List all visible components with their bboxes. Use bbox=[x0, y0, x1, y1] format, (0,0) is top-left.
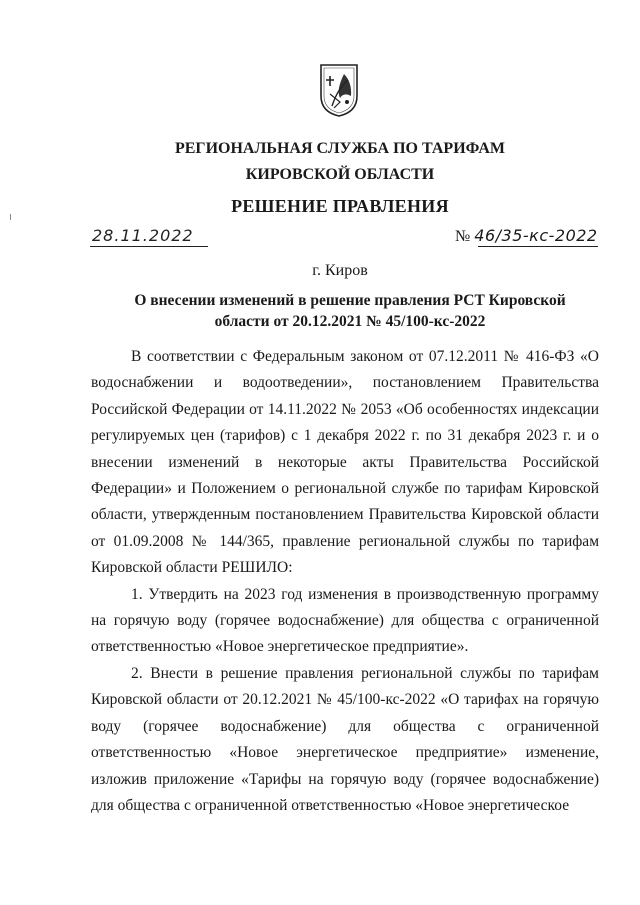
document-title: РЕШЕНИЕ ПРАВЛЕНИЯ bbox=[231, 196, 449, 216]
decision-date: 28.11.2022 bbox=[92, 226, 194, 245]
organization-name bbox=[0, 136, 640, 188]
organization-name-line1: РЕГИОНАЛЬНАЯ СЛУЖБА ПО ТАРИФАМ bbox=[174, 140, 506, 157]
document-body bbox=[91, 344, 599, 819]
decision-number bbox=[455, 226, 598, 246]
number-value: 46/35-кс-2022 bbox=[474, 226, 598, 245]
clause-1-paragraph: 1. Утвердить на 2023 год изменения в производственную программу на горячую воду (горячее водоснабжение) для общества с ограниченной ответственностью «Новое энергетическое предприятие». bbox=[91, 585, 599, 656]
preamble-paragraph: В соответствии с Федеральным законом от 07.12.2011 № 416-ФЗ «О водоснабжении и водоотведении», постановлением Правительства Российской Федерации от 14.11.2022 № 2053 «Об особенностях индексации регулируемых цен (тарифов) с 1 декабря 2022 г. по 31 декабря 2023 г. и о внесении изменений в некоторые акты Правительства Российской Федерации» и Положением о региональной службе по тарифам Кировской области, утвержденным постановлением Правительства Кировской области от 01.09.2008 № 144/365, правление региональной службы по тарифам Кировской области РЕШИЛО: bbox=[91, 348, 599, 577]
subject-line1: О внесении изменений в решение правления РСТ Кировской bbox=[134, 292, 566, 309]
date-underline bbox=[90, 246, 208, 247]
coat-of-arms-icon bbox=[318, 62, 360, 118]
number-sign: № bbox=[455, 228, 471, 245]
clause-2-paragraph: 2. Внести в решение правления региональной службы по тарифам Кировской области от 20.12.2021 № 45/100-кс-2022 «О тарифах на горячую воду (горячее водоснабжение) для общества с ограниченной ответственностью «Новое энергетическое предприятие» изменение, изложив приложение «Тарифы на горячую воду (горячее водоснабжение) для общества с ограниченной ответственностью «Новое энергетическое bbox=[91, 664, 599, 814]
city: г. Киров bbox=[312, 262, 368, 279]
number-underline bbox=[478, 246, 598, 247]
subject-line2: области от 20.12.2021 № 45/100-кс-2022 bbox=[214, 313, 486, 330]
organization-name-line2: КИРОВСКОЙ ОБЛАСТИ bbox=[245, 166, 435, 183]
decision-subject bbox=[120, 290, 580, 332]
